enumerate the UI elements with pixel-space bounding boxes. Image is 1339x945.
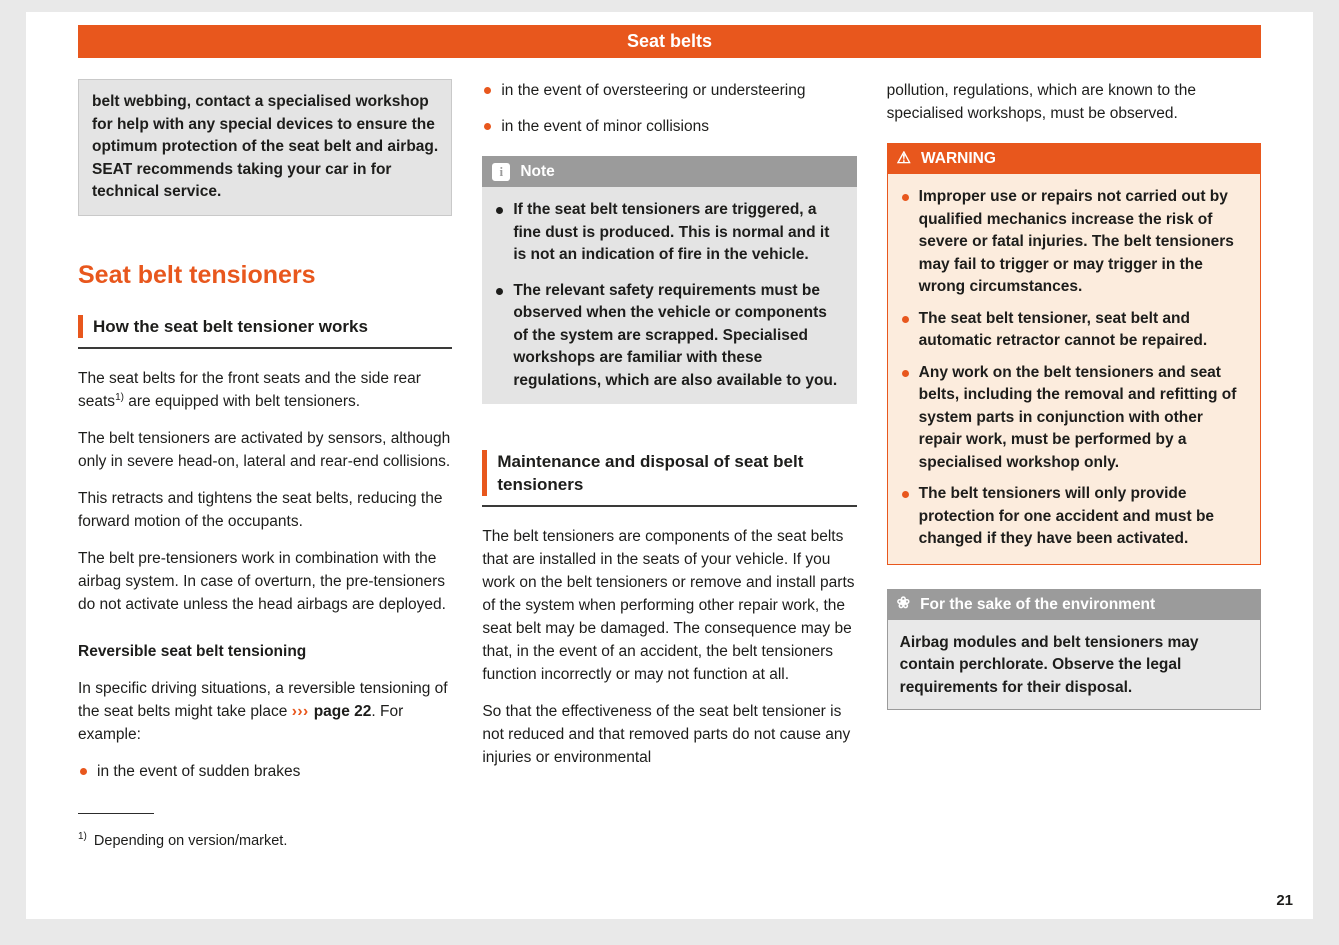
paragraph-text: . For example: <box>78 702 404 743</box>
warning-icon: ⚠ <box>896 149 911 167</box>
footnote-rule <box>78 813 154 814</box>
column-left <box>78 79 452 867</box>
bullet-list <box>78 760 452 783</box>
note-body <box>482 187 856 404</box>
note-box <box>482 156 856 404</box>
list-item <box>78 760 452 783</box>
bullet-icon <box>902 194 909 201</box>
page-number: 21 <box>1276 892 1293 909</box>
paragraph <box>78 677 452 746</box>
bullet-icon <box>902 316 909 323</box>
warning-item-text: Improper use or repairs not carried out by qualified mechanics increase the risk of severe or fatal injuries. The belt tensioners may fail to trigger or may trigger in the wrong circumstances. <box>918 188 1234 295</box>
section-title: Seat belt tensioners <box>78 260 316 289</box>
cross-reference-arrows-icon: ››› <box>291 702 309 720</box>
note-item-text: The relevant safety requirements must be observed when the vehicle or components of the system are scrapped. Specialised workshops are familiar with these regulations, which are also available to you. <box>513 281 838 389</box>
footnote-ref: 1) <box>115 391 124 403</box>
paragraph: The belt tensioners are components of the seat belts that are installed in the seats of your vehicle. If you work on the belt tensioners or remove and install parts of the system when performing other repair work, the seat belt may be damaged. The consequence may be that, in the event of an accident, the belt tensioners function incorrectly or may not function at all. <box>482 528 855 683</box>
list-item <box>482 79 856 102</box>
subsection-heading <box>482 450 856 507</box>
page-header-bar <box>78 25 1261 58</box>
bullet-icon <box>484 87 491 94</box>
bullet-icon <box>902 491 909 498</box>
bold-subheading: Reversible seat belt tensioning <box>78 642 307 660</box>
column-right <box>887 79 1261 867</box>
warning-title: WARNING <box>921 150 996 167</box>
manual-page <box>26 12 1313 919</box>
paragraph: This retracts and tightens the seat belts, reducing the forward motion of the occupants. <box>78 489 443 530</box>
warning-item <box>900 483 1248 551</box>
info-icon: i <box>492 163 510 181</box>
page-title: Seat belts <box>626 31 713 51</box>
list-item-text: in the event of minor collisions <box>501 118 709 135</box>
footnote-text: Depending on version/market. <box>93 832 288 849</box>
warning-header <box>887 143 1261 174</box>
paragraph: So that the effectiveness of the seat belt tensioner is not reduced and that removed parts do not cause any injuries or environmental <box>482 703 851 766</box>
environment-title: For the sake of the environment <box>920 595 1156 613</box>
note-title: Note <box>520 163 555 180</box>
footnote-text-line <box>78 830 452 853</box>
subsection-heading <box>78 315 452 349</box>
paragraph: The belt pre-tensioners work in combination with the airbag system. In case of overturn, the pre-tensioners do not activate unless the head airbags are deployed. <box>78 549 446 613</box>
paragraph: pollution, regulations, which are known to the specialised workshops, must be observed. <box>886 82 1196 122</box>
paragraph-text: are equipped with belt tensioners. <box>123 392 361 410</box>
environment-flower-icon: ❀ <box>896 595 911 612</box>
list-item <box>482 115 856 138</box>
warning-item <box>900 186 1248 299</box>
warning-body <box>887 174 1261 565</box>
column-middle <box>482 79 856 867</box>
bullet-icon <box>484 123 491 130</box>
warning-item-text: The belt tensioners will only provide protection for one accident and must be changed if they have been activated. <box>918 485 1215 547</box>
environment-header <box>887 589 1261 620</box>
bullet-icon <box>902 370 909 377</box>
subsection-heading-text: How the seat belt tensioner works <box>78 315 452 338</box>
warning-item-text: The seat belt tensioner, seat belt and automatic retractor cannot be repaired. <box>918 309 1208 349</box>
warning-item <box>900 362 1248 475</box>
paragraph: The belt tensioners are activated by sensors, although only in severe head-on, lateral and rear-end collisions. <box>78 429 451 470</box>
note-item-text: If the seat belt tensioners are triggered, a fine dust is produced. This is normal and it is not an indication of fire in the vehicle. <box>513 201 830 263</box>
warning-item <box>900 308 1248 353</box>
warning-box <box>887 143 1261 565</box>
note-header <box>482 156 856 187</box>
environment-box <box>887 589 1261 711</box>
footnote-marker: 1) <box>78 830 87 842</box>
continuation-text-box: belt webbing, contact a specialised workshop for help with any special devices to ensure the optimum protection of the seat belt and airbag. SEAT recommends taking your car in for technical service. <box>78 79 452 216</box>
environment-body: Airbag modules and belt tensioners may contain perchlorate. Observe the legal requirements for their disposal. <box>887 620 1261 711</box>
note-item <box>494 280 844 393</box>
bullet-icon <box>496 288 503 295</box>
subsection-heading-text: Maintenance and disposal of seat belt tensioners <box>482 450 856 496</box>
content-columns <box>78 79 1261 867</box>
list-item-text: in the event of sudden brakes <box>97 762 301 780</box>
paragraph-text: In specific driving situations, a reversible tensioning of the seat belts might take place <box>78 679 448 720</box>
bullet-icon <box>496 207 503 214</box>
page-22-link[interactable]: page 22 <box>313 702 372 720</box>
bullet-icon <box>80 768 87 775</box>
footnote <box>78 813 452 853</box>
note-item <box>494 199 844 267</box>
paragraph-text: The seat belts for the front seats and the side rear seats <box>78 369 421 410</box>
warning-item-text: Any work on the belt tensioners and seat belts, including the removal and refitting of system parts in conjunction with other repair work, must be performed by a specialised workshop only. <box>918 363 1237 471</box>
paragraph <box>78 367 452 413</box>
list-item-text: in the event of oversteering or understeering <box>501 82 806 99</box>
bullet-list <box>482 79 856 138</box>
